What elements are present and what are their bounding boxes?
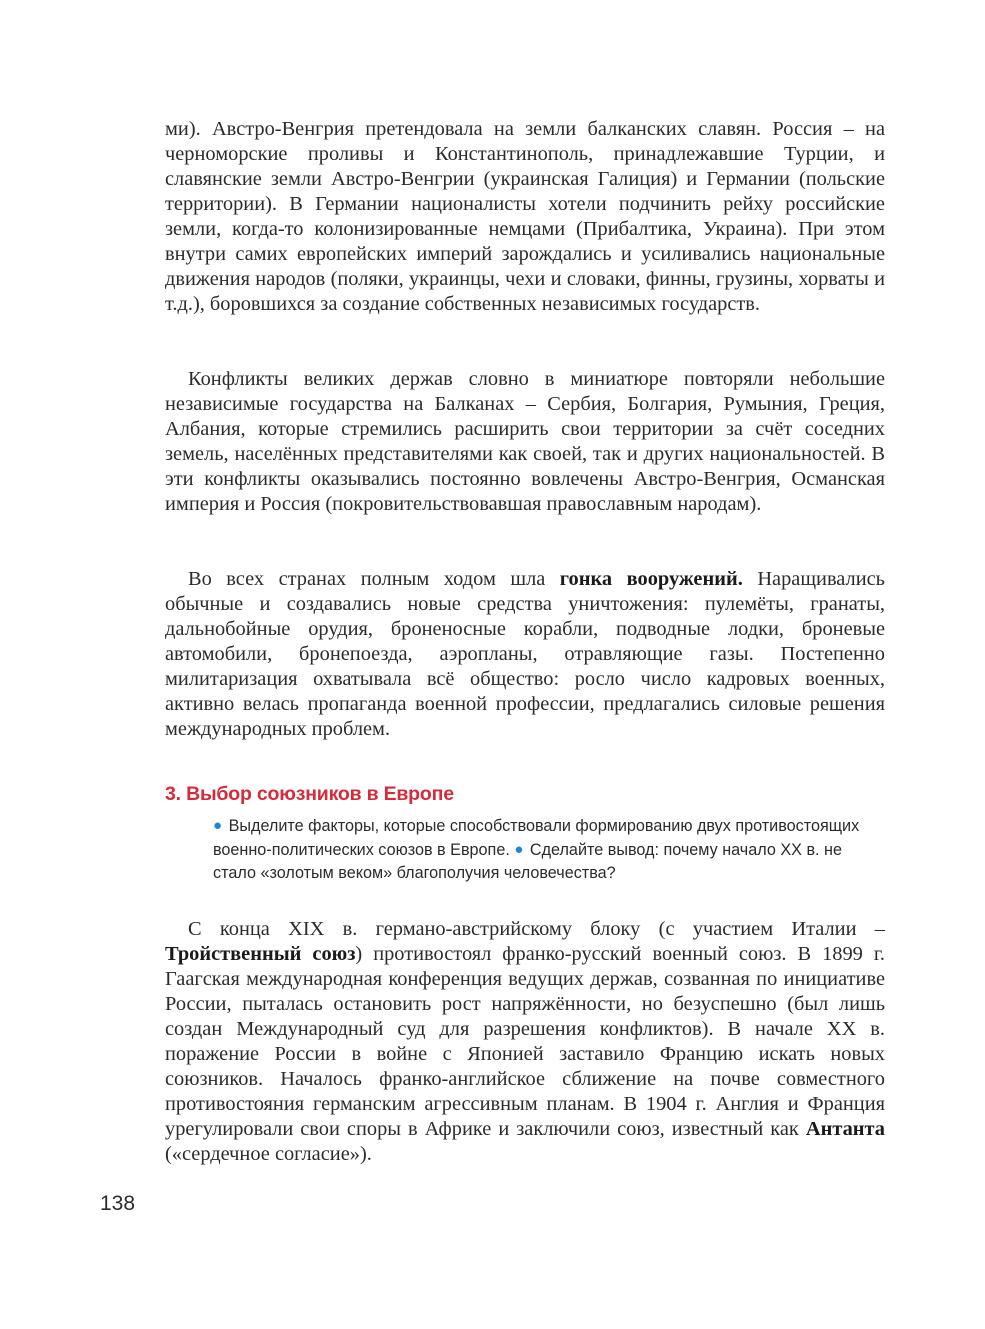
task-block <box>213 815 885 886</box>
page-number: 138 <box>100 1192 136 1215</box>
paragraph-3-rest: Наращивались обычные и создавались новые средства уничтожения: пулемёты, гранаты, дальнобойные орудия, броненосные корабли, подводные лодки, броневые автомобили, бронепоезда, аэропланы, отравляющие газы. Постепенно милитаризация охватывала всё общество: росло число кадровых военных, активно велась пропаганда военной профессии, предлагались силовые решения международных проблем. <box>165 568 885 740</box>
task-2: Сделайте вывод: почему начало XX в. не стало «золотым веком» благополучия человечества? <box>213 840 842 882</box>
paragraph-3 <box>165 567 885 742</box>
paragraph-1: ми). Австро-Венгрия претендовала на земли балканских славян. Россия – на черноморские проливы и Константинополь, принадлежавшие Турции, и славянские земли Австро-Венгрии (украинская Галиция) и Германии (польские территории). В Германии националисты хотели подчинить рейху российские земли, когда-то колонизированные немцами (Прибалтика, Украина). При этом внутри самих европейских империй зарождались и усиливались национальные движения народов (поляки, украинцы, чехи и словаки, финны, грузины, хорваты и т.д.), боровшихся за создание собственных независимых государств. <box>165 118 885 315</box>
section-heading: 3. Выбор союзников в Европе <box>165 783 454 805</box>
paragraph-4-end: («сердечное согласие»). <box>165 1143 372 1165</box>
bullet-icon: ● <box>213 817 223 834</box>
term-arms-race: гонка вооружений. <box>559 568 743 590</box>
paragraph-4-start: С конца XIX в. германо-австрийскому блоку (с участием Италии – <box>188 918 885 940</box>
term-entente: Антанта <box>805 1118 885 1140</box>
task-1: Выделите факторы, которые способствовали формированию двух противостоящих военно-политических союзов в Европе. <box>213 817 860 859</box>
bullet-icon: ● <box>514 840 524 858</box>
paragraph-3-start: Во всех странах полным ходом шла <box>188 568 560 590</box>
paragraph-4-middle: ) противостоял франко-русский военный союз. В 1899 г. Гаагская международная конференция ведущих держав, созванная по инициативе России, пыталась остановить рост напряжённости, но безуспешно (был лишь создан Международный суд для разрешения конфликтов). В начале XX в. поражение России в войне с Японией заставило Францию искать новых союзников. Началось франко-английское сближение на почве совместного противостояния германским агрессивным планам. В 1904 г. Англия и Франция урегулировали свои споры в Африке и заключили союз, известный как <box>165 943 885 1140</box>
paragraph-4 <box>165 917 885 1167</box>
term-triple-alliance: Тройственный союз <box>165 943 356 965</box>
paragraph-2: Конфликты великих держав словно в миниатюре повторяли небольшие независимые государства на Балканах – Сербия, Болгария, Румыния, Греция, Албания, которые стремились расширить свои территории за счёт соседних земель, населённых представителями как своей, так и других национальностей. В эти конфликты оказывались постоянно вовлечены Австро-Венгрия, Османская империя и Россия (покровительствовавшая православным народам). <box>165 368 885 515</box>
